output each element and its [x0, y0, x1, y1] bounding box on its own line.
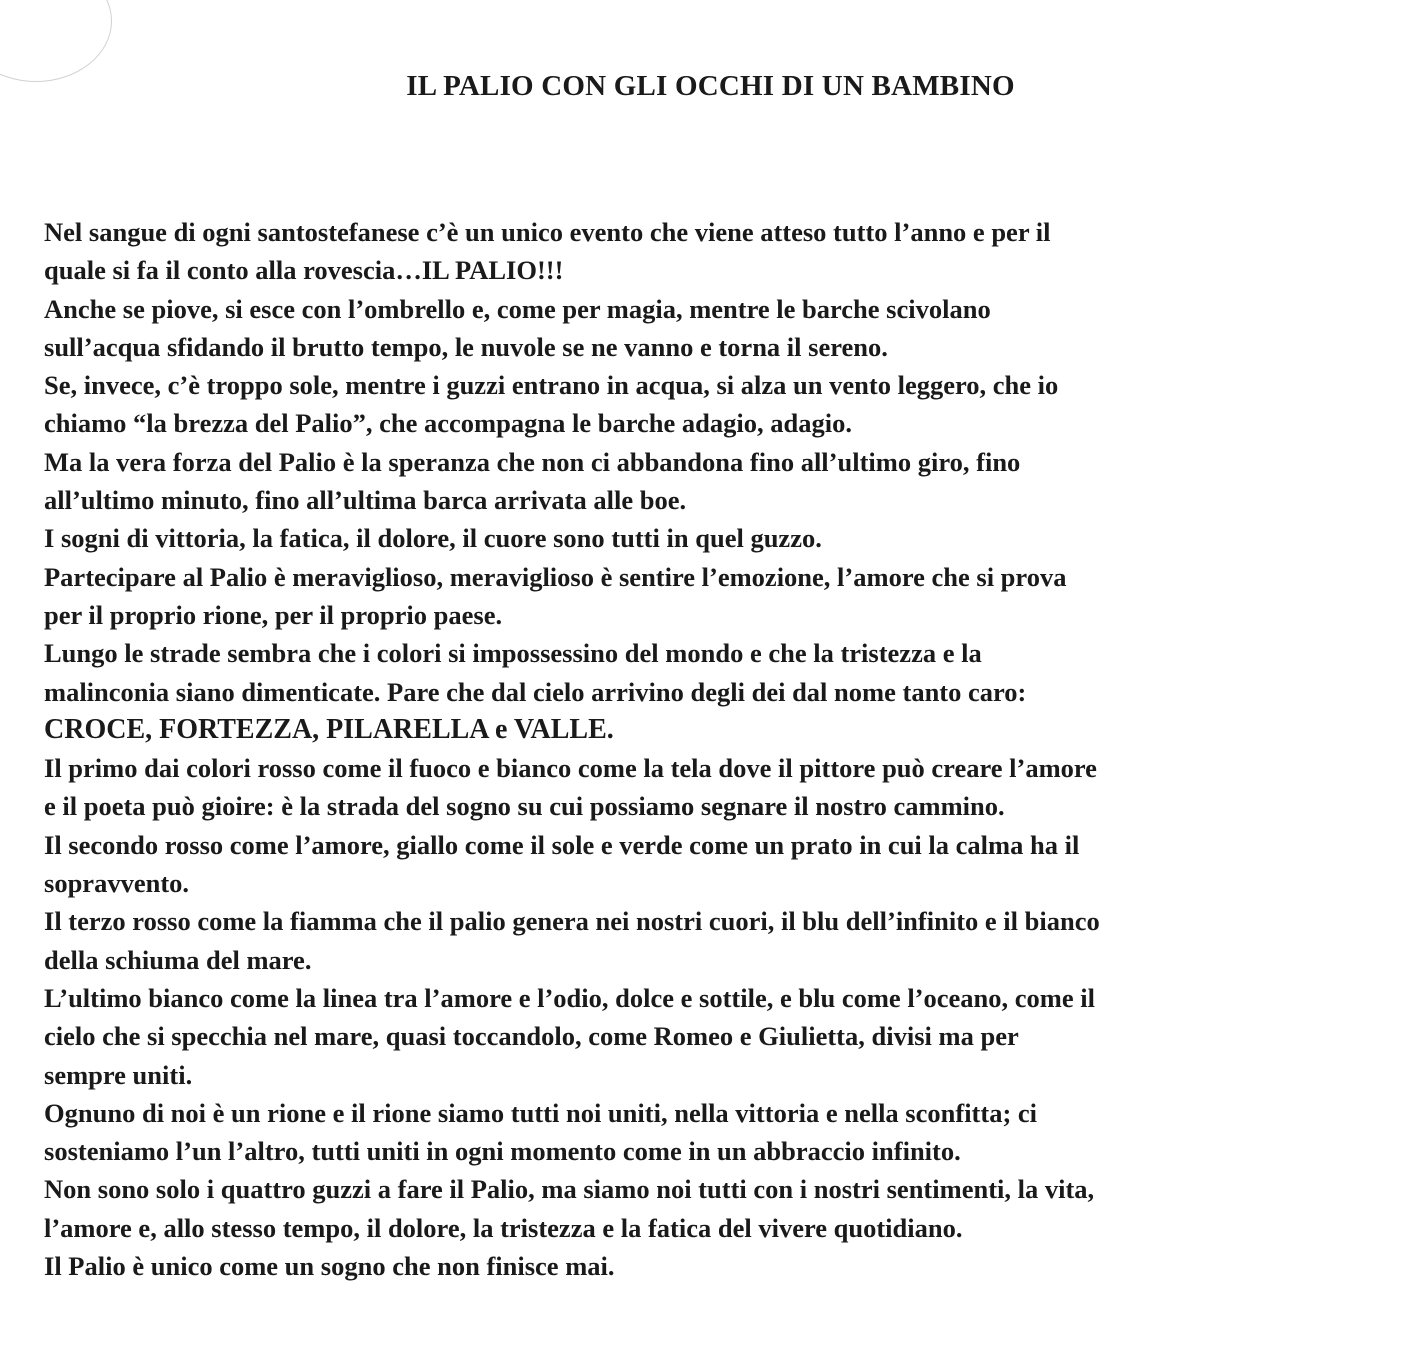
text-line: della schiuma del mare.	[44, 944, 312, 975]
text-line: Il terzo rosso come la fiamma che il palio genera nei nostri cuori, il blu dell’infinito e il bianco	[44, 906, 1100, 937]
text-line: L’ultimo bianco come la linea tra l’amore e l’odio, dolce e sottile, e blu come l’oceano, come il	[44, 982, 1095, 1013]
text-line: chiamo “la brezza del Palio”, che accompagna le barche adagio, adagio.	[44, 408, 852, 439]
text-line: sull’acqua sfidando il brutto tempo, le nuvole se ne vanno e torna il sereno.	[44, 331, 888, 362]
text-line: Anche se piove, si esce con l’ombrello e, come per magia, mentre le barche scivolano	[44, 293, 991, 324]
text-line: per il proprio rione, per il proprio paese.	[44, 599, 503, 630]
text-line: I sogni di vittoria, la fatica, il dolore, il cuore sono tutti in quel guzzo.	[44, 523, 822, 554]
text-line: Il secondo rosso come l’amore, giallo come il sole e verde come un prato in cui la calma ha il	[44, 829, 1080, 860]
text-line: Partecipare al Palio è meraviglioso, meraviglioso è sentire l’emozione, l’amore che si prova	[44, 561, 1067, 592]
text-line: Il Palio è unico come un sogno che non finisce mai.	[44, 1251, 615, 1282]
text-line: malinconia siano dimenticate. Pare che dal cielo arrivino degli dei dal nome tanto caro:	[44, 676, 1027, 707]
text-line: Nel sangue di ogni santostefanese c’è un unico evento che viene atteso tutto l’anno e per il	[44, 217, 1051, 247]
text-line: sopravvento.	[44, 868, 190, 899]
text-line: l’amore e, allo stesso tempo, il dolore, la tristezza e la fatica del vivere quotidiano.	[44, 1212, 963, 1243]
text-line: quale si fa il conto alla rovescia…IL PALIO!!!	[44, 255, 564, 286]
text-line: Se, invece, c’è troppo sole, mentre i guzzi entrano in acqua, si alza un vento leggero, che io	[44, 370, 1059, 401]
text-line: cielo che si specchia nel mare, quasi toccandolo, come Romeo e Giulietta, divisi ma per	[44, 1021, 1019, 1052]
text-line: Ma la vera forza del Palio è la speranza che non ci abbandona fino all’ultimo giro, fino	[44, 446, 1021, 477]
rioni-names-line: CROCE, FORTEZZA, PILARELLA e VALLE.	[44, 713, 614, 745]
text-line: Non sono solo i quattro guzzi a fare il Palio, ma siamo noi tutti con i nostri sentimenti, la vita,	[44, 1174, 1095, 1205]
text-line: Ognuno di noi è un rione e il rione siamo tutti noi uniti, nella vittoria e nella sconfitta; ci	[44, 1097, 1038, 1128]
document-body	[44, 213, 1389, 1285]
text-line: sosteniamo l’un l’altro, tutti uniti in ogni momento come in un abbraccio infinito.	[44, 1136, 961, 1167]
document-title: IL PALIO CON GLI OCCHI DI UN BAMBINO	[406, 70, 1015, 102]
text-line: Il primo dai colori rosso come il fuoco e bianco come la tela dove il pittore può creare l’amore	[44, 753, 1097, 784]
text-line: all’ultimo minuto, fino all’ultima barca arrivata alle boe.	[44, 485, 687, 516]
text-line: sempre uniti.	[44, 1059, 193, 1090]
text-line: Lungo le strade sembra che i colori si impossessino del mondo e che la tristezza e la	[44, 638, 982, 669]
text-line: e il poeta può gioire: è la strada del sogno su cui possiamo segnare il nostro cammino.	[44, 791, 1005, 822]
